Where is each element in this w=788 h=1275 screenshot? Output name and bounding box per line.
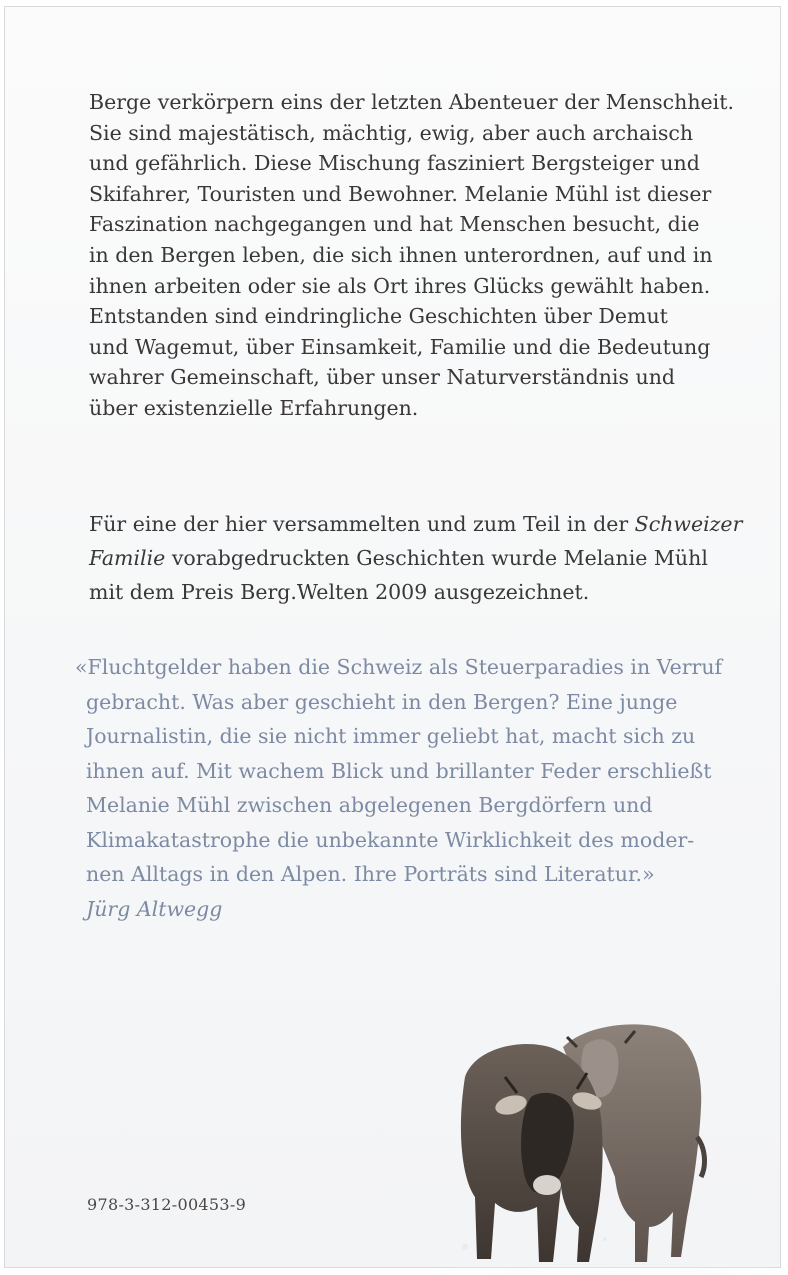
blurb-line: Skifahrer, Touristen und Bewohner. Melanie Mühl ist dieser: [89, 181, 712, 206]
quote-line: Melanie Mühl zwischen abgelegenen Bergdörfern und: [86, 793, 653, 817]
quote-line: Journalistin, die sie nicht immer geliebt hat, macht sich zu: [86, 724, 696, 748]
isbn-number: 978-3-312-00453-9: [87, 1195, 247, 1214]
blurb-line: Sie sind majestätisch, mächtig, ewig, aber auch archaisch: [89, 120, 694, 145]
blurb-line: in den Bergen leben, die sich ihnen unterordnen, auf und in: [89, 242, 713, 267]
cow-front: [461, 1044, 607, 1262]
blurb-line: und gefährlich. Diese Mischung fasziniert Bergsteiger und: [89, 151, 700, 176]
review-quote: [75, 650, 735, 926]
blurb-line: über existenzielle Erfahrungen.: [89, 395, 419, 420]
quote-line: nen Alltags in den Alpen. Ihre Porträts sind Literatur.»: [86, 862, 655, 886]
cows-photo: [435, 1007, 785, 1275]
quote-author: Jürg Altwegg: [86, 896, 223, 921]
blurb-line: Faszination nachgegangen und hat Menschen besucht, die: [89, 212, 700, 237]
blurb-text: [89, 87, 739, 424]
quote-line: «Fluchtgelder haben die Schweiz als Steuerparadies in Verruf: [75, 655, 723, 679]
blurb-line: Entstanden sind eindringliche Geschichten über Demut: [89, 304, 668, 329]
prize-line-text: vorabgedruckten Geschichten wurde Melanie Mühl: [165, 546, 708, 570]
quote-line: gebracht. Was aber geschieht in den Bergen? Eine junge: [86, 689, 678, 714]
blurb-line: ihnen arbeiten oder sie als Ort ihres Glücks gewählt haben.: [89, 273, 711, 298]
prize-line: mit dem Preis Berg.Welten 2009 ausgezeichnet.: [89, 580, 590, 604]
prize-line: [89, 541, 739, 575]
blurb-line: und Wagemut, über Einsamkeit, Familie und die Bedeutung: [89, 334, 711, 359]
prize-line: [89, 507, 743, 541]
magazine-name-part: Schweizer: [634, 512, 743, 536]
blurb-line: Berge verkörpern eins der letzten Abenteuer der Menschheit.: [89, 90, 734, 114]
blurb-line: wahrer Gemeinschaft, über unser Naturverständnis und: [89, 365, 676, 390]
quote-line: Klimakatastrophe die unbekannte Wirklichkeit des moder-: [86, 827, 695, 852]
prize-text: [89, 507, 743, 609]
prize-line-text: Für eine der hier versammelten und zum Teil in der: [89, 512, 635, 536]
back-cover: [4, 6, 781, 1268]
magazine-name-part: Familie: [89, 546, 166, 570]
quote-line: ihnen auf. Mit wachem Blick und brillanter Feder erschließt: [86, 758, 712, 783]
